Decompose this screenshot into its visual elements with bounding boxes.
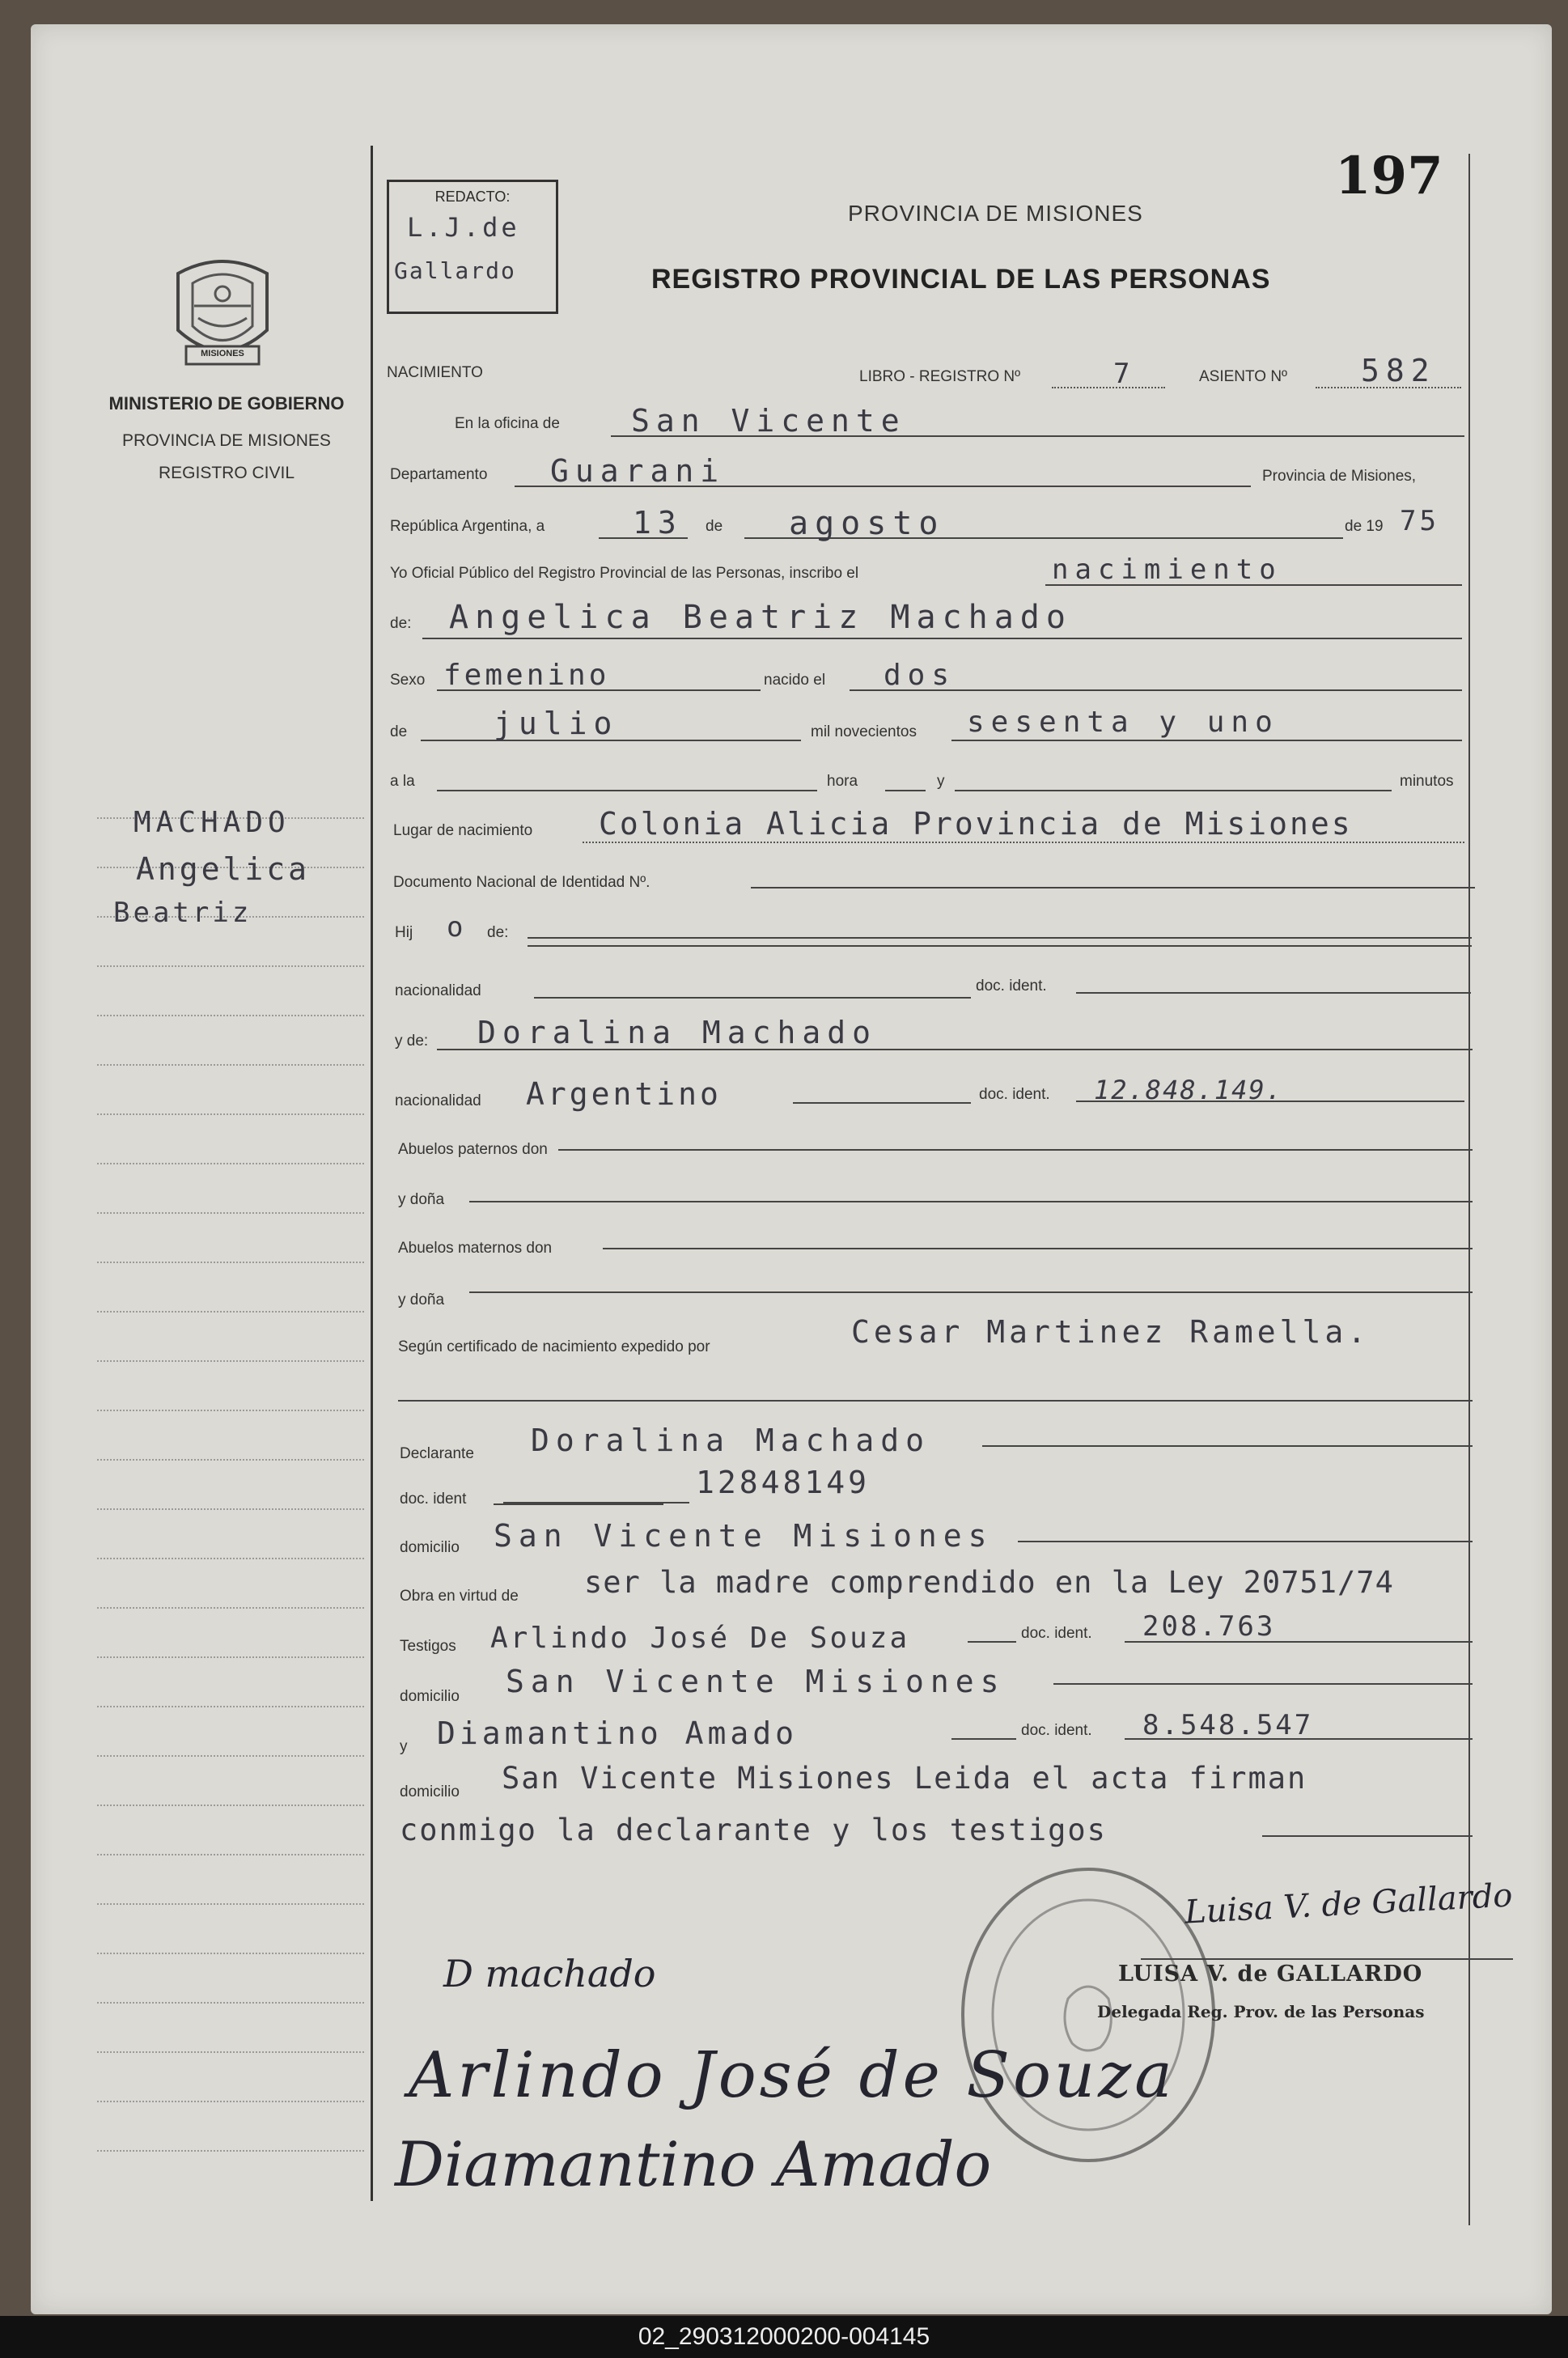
margin-dotted-line — [97, 2150, 364, 2152]
margin-note-line1: MACHADO — [133, 806, 290, 839]
testigos-label: Testigos — [400, 1638, 456, 1655]
margin-dotted-line — [97, 1656, 364, 1658]
ministry-line3: REGISTRO CIVIL — [158, 464, 295, 482]
hij-line1 — [528, 937, 1472, 939]
margin-dotted-line — [97, 2101, 364, 2102]
sexo-label: Sexo — [390, 672, 426, 689]
doc-ident4-label: doc. ident. — [1021, 1625, 1092, 1642]
doc-ident1-line — [1076, 992, 1471, 994]
departamento-value: Guarani — [550, 453, 726, 489]
abuelos-maternos-label: Abuelos maternos don — [398, 1240, 553, 1257]
year-value: 75 — [1400, 505, 1439, 537]
doc-ident4-value: 208.763 — [1142, 1610, 1276, 1643]
margin-dotted-line — [97, 1903, 364, 1905]
doc-ident1-label: doc. ident. — [976, 978, 1047, 995]
margin-dotted-line — [97, 1262, 364, 1263]
nacido-label: nacido el — [764, 672, 826, 689]
libro-value: 7 — [1113, 358, 1137, 390]
declarante-value: Doralina Machado — [531, 1423, 931, 1458]
margin-dotted-line — [97, 1805, 364, 1806]
y-dona2-line — [469, 1291, 1473, 1293]
month-value: agosto — [789, 505, 945, 542]
margin-dotted-line — [97, 1015, 364, 1016]
domicilio1-value: San Vicente Misiones — [494, 1518, 994, 1554]
testigo2-line — [951, 1738, 1016, 1740]
hij-value: o — [447, 911, 470, 944]
abuelos-paternos-line — [558, 1149, 1473, 1151]
nacido-month-value: julio — [494, 706, 619, 741]
nacido-value: dos — [884, 659, 956, 692]
lugar-value: Colonia Alicia Provincia de Misiones — [599, 806, 1353, 842]
minutos-line — [955, 790, 1392, 791]
margin-dotted-line — [97, 2002, 364, 2004]
nacionalidad1-label: nacionalidad — [395, 982, 481, 999]
de3-label: de — [390, 723, 408, 740]
official-signature: Luisa V. de Gallardo — [1184, 1877, 1514, 1932]
official-signature-line — [1141, 1958, 1513, 1960]
libro-line — [1052, 387, 1165, 388]
mil-label: mil novecientos — [811, 723, 917, 740]
documento-line — [751, 887, 1475, 888]
nacionalidad2-value: Argentino — [526, 1076, 722, 1112]
margin-vertical-rule — [371, 146, 373, 2201]
margin-dotted-line — [97, 1212, 364, 1214]
nacionalidad2-label: nacionalidad — [395, 1092, 481, 1109]
margin-dotted-line — [97, 1607, 364, 1609]
nacionalidad2-line — [793, 1102, 971, 1104]
certificado-line2 — [398, 1400, 1473, 1402]
declarante-line — [982, 1445, 1473, 1447]
margin-dotted-line — [97, 1410, 364, 1411]
nacionalidad1-line — [534, 997, 971, 999]
hij-line2 — [528, 945, 1472, 947]
hora-label: hora — [827, 773, 858, 790]
abuelos-paternos-label: Abuelos paternos don — [398, 1141, 548, 1158]
abuelos-maternos-line — [603, 1248, 1473, 1249]
hij-label: Hij — [395, 924, 413, 941]
signature-testigo2: Diamantino Amado — [395, 2128, 992, 2200]
page-number: 197 — [1335, 146, 1443, 206]
sexo-value: femenino — [443, 659, 610, 692]
domicilio2-label: domicilio — [400, 1688, 460, 1705]
asiento-value: 582 — [1361, 353, 1436, 388]
domicilio2-line — [1053, 1683, 1473, 1685]
a-la-line — [437, 790, 817, 791]
mil-value: sesenta y uno — [967, 706, 1279, 739]
certificado-label: Según certificado de nacimiento expedido por — [398, 1338, 710, 1355]
hora-line — [885, 790, 926, 791]
y-dona1-label: y doña — [398, 1191, 445, 1208]
coat-of-arms-seal — [162, 249, 283, 379]
testigo2-value: Diamantino Amado — [437, 1715, 799, 1751]
doc-ident3-label: doc. ident — [400, 1491, 467, 1508]
margin-note-line2: Angelica — [136, 851, 311, 887]
margin-dotted-line — [97, 1755, 364, 1757]
name-value: Angelica Beatriz Machado — [449, 599, 1072, 636]
doc-ident3-line2 — [494, 1503, 663, 1505]
doc-ident2-value: 12.848.149. — [1094, 1075, 1283, 1105]
y-label: y — [937, 773, 945, 790]
margin-dotted-line — [97, 1706, 364, 1707]
domicilio2-value: San Vicente Misiones — [506, 1664, 1006, 1699]
year-label: de 19 — [1345, 518, 1384, 535]
name-line — [422, 638, 1462, 639]
record-type-label: NACIMIENTO — [387, 364, 483, 381]
margin-dotted-line — [97, 965, 364, 967]
header-province: PROVINCIA DE MISIONES — [848, 201, 1143, 226]
margin-dotted-line — [97, 1558, 364, 1559]
departamento-label: Departamento — [390, 466, 488, 483]
continuation-value: conmigo la declarante y los testigos — [400, 1813, 1107, 1847]
doc-ident2-label: doc. ident. — [979, 1086, 1050, 1103]
doc-ident5-label: doc. ident. — [1021, 1722, 1092, 1739]
testigo1-line — [968, 1641, 1016, 1643]
domicilio3-value: San Vicente Misiones Leida el acta firman — [502, 1761, 1307, 1796]
provincia-label: Provincia de Misiones, — [1262, 468, 1417, 485]
redacto-line1: L.J.de — [407, 212, 520, 243]
seal-text: MISIONES — [201, 349, 244, 358]
signature-declarante: D machado — [443, 1952, 656, 1995]
ministry-line2: PROVINCIA DE MISIONES — [122, 431, 331, 450]
margin-dotted-line — [97, 1459, 364, 1461]
de-label: de — [706, 518, 723, 535]
documento-label: Documento Nacional de Identidad Nº. — [393, 874, 651, 891]
domicilio3-label: domicilio — [400, 1783, 460, 1800]
oficina-value: San Vicente — [631, 403, 906, 439]
redacto-line2: Gallardo — [394, 257, 516, 284]
margin-dotted-line — [97, 1360, 364, 1362]
inscribo-value: nacimiento — [1052, 553, 1282, 586]
seal-graphic — [162, 249, 283, 379]
lugar-label: Lugar de nacimiento — [393, 822, 533, 839]
certificado-value: Cesar Martinez Ramella. — [851, 1314, 1371, 1350]
margin-dotted-line — [97, 1064, 364, 1066]
libro-label: LIBRO - REGISTRO Nº — [859, 368, 1021, 385]
margin-dotted-line — [97, 1163, 364, 1164]
obra-label: Obra en virtud de — [400, 1588, 519, 1605]
margin-dotted-line — [97, 1113, 364, 1115]
y2-label: y — [400, 1738, 408, 1755]
lugar-line — [583, 842, 1464, 843]
signature-testigo1: Arlindo José de Souza — [409, 2039, 1176, 2112]
yo-oficial-label: Yo Oficial Público del Registro Provincial de las Personas, inscribo el — [390, 565, 859, 582]
mil-line — [951, 740, 1462, 741]
testigo1-value: Arlindo José De Souza — [490, 1622, 910, 1655]
madre-value: Doralina Machado — [477, 1015, 878, 1050]
margin-note-line3: Beatriz — [113, 897, 252, 929]
margin-dotted-line — [97, 2051, 364, 2053]
image-caption: 02_290312000200-004145 — [0, 2316, 1568, 2358]
oficina-label: En la oficina de — [455, 415, 560, 432]
official-name: LUISA V. de GALLARDO — [1118, 1961, 1423, 1987]
doc-ident5-value: 8.548.547 — [1142, 1709, 1314, 1741]
declarante-label: Declarante — [400, 1445, 474, 1462]
margin-dotted-line — [97, 1508, 364, 1510]
day-value: 13 — [633, 505, 683, 541]
header-title: REGISTRO PROVINCIAL DE LAS PERSONAS — [651, 264, 1271, 295]
ministry-line1: MINISTERIO DE GOBIERNO — [108, 393, 345, 413]
redacto-label: REDACTO: — [434, 189, 511, 205]
margin-dotted-line — [97, 1854, 364, 1855]
yde-label: y de: — [395, 1033, 429, 1050]
domicilio1-line — [1018, 1541, 1473, 1542]
de2-label: de: — [390, 615, 412, 632]
a-la-label: a la — [390, 773, 415, 790]
margin-dotted-line — [97, 1953, 364, 1954]
asiento-label: ASIENTO Nº — [1199, 368, 1287, 385]
doc-ident3-value: 12848149 — [696, 1465, 871, 1500]
margin-dotted-line — [97, 1311, 364, 1313]
official-title: Delegada Reg. Prov. de las Personas — [1097, 2002, 1425, 2021]
continuation-line — [1262, 1835, 1473, 1837]
republica-label: República Argentina, a — [390, 518, 545, 535]
minutos-label: minutos — [1400, 773, 1454, 790]
redacto-box — [387, 180, 558, 314]
y-dona2-label: y doña — [398, 1291, 445, 1308]
y-dona1-line — [469, 1201, 1473, 1202]
hij-de-label: de: — [487, 924, 509, 941]
obra-value: ser la madre comprendido en la Ley 20751/74 — [584, 1565, 1394, 1600]
domicilio1-label: domicilio — [400, 1539, 460, 1556]
